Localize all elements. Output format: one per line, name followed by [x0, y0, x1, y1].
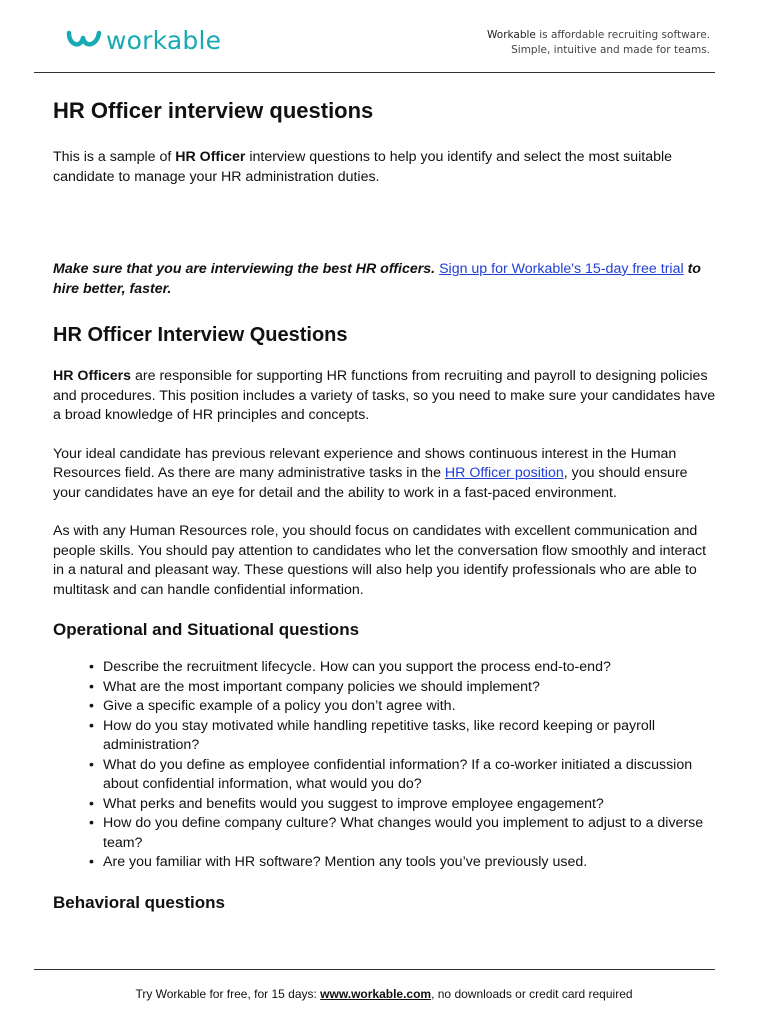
- role-text: are responsible for supporting HR functions from recruiting and payroll to designing policies and procedures. This position includes a variety of tasks, so you need to make sure your candidates have a broad knowledge of HR principles and concepts.: [53, 368, 716, 423]
- list-item: • Describe the recruitment lifecycle. How can you support the process end-to-end?: [103, 658, 718, 678]
- intro-bold: HR Officer: [175, 149, 246, 165]
- role-paragraph: [53, 367, 718, 426]
- intro-text-before: This is a sample of: [53, 149, 176, 165]
- footer-text-after: , no downloads or credit card required: [431, 987, 633, 1001]
- role-bold: HR Officers: [53, 368, 132, 384]
- tagline-brand: Workable: [487, 29, 536, 41]
- cta-paragraph: [53, 260, 718, 299]
- operational-question-list: [53, 658, 718, 873]
- intro-paragraph: [53, 148, 718, 187]
- list-item: • Are you familiar with HR software? Mention any tools you’ve previously used.: [103, 853, 718, 873]
- candidate-paragraph: [53, 445, 718, 504]
- page-footer: [0, 986, 768, 1002]
- footer-divider: [34, 969, 715, 970]
- candidate-text-after: , you should ensure your candidates have an eye for detail and the ability to work in a fast-paced environment.: [53, 465, 688, 501]
- tagline-line-1: [487, 28, 710, 43]
- document-body: [53, 96, 718, 915]
- list-item: • How do you stay motivated while handling repetitive tasks, like record keeping or payroll administration?: [103, 717, 718, 756]
- intro-text-after: interview questions to help you identify and select the most suitable candidate to manage your HR administration duties.: [53, 149, 673, 185]
- workable-site-link[interactable]: www.workable.com: [320, 987, 432, 1001]
- list-item: • How do you define company culture? What changes would you implement to adjust to a diverse team?: [103, 814, 718, 853]
- header-divider: [34, 72, 715, 73]
- tagline-line-2: Simple, intuitive and made for teams.: [511, 44, 710, 56]
- list-item: • What perks and benefits would you suggest to improve employee engagement?: [103, 795, 718, 815]
- page-header: [0, 0, 768, 74]
- list-item: • What are the most important company policies we should implement?: [103, 678, 718, 698]
- tagline-line-1-text: is affordable recruiting software.: [535, 29, 710, 41]
- cta-lead: Make sure that you are interviewing the best HR officers.: [53, 261, 436, 277]
- workable-logo-icon: [66, 30, 102, 52]
- footer-text-before: Try Workable for free, for 15 days:: [135, 987, 321, 1001]
- list-item: • Give a specific example of a policy you don’t agree with.: [103, 697, 718, 717]
- list-item: • What do you define as employee confidential information? If a co-worker initiated a discussion about confidential information, what would you do?: [103, 756, 718, 795]
- section-heading: HR Officer Interview Questions: [53, 324, 348, 346]
- free-trial-link[interactable]: Sign up for Workable's 15-day free trial: [439, 261, 684, 277]
- workable-logo[interactable]: [66, 28, 221, 53]
- cta-tail: to hire better, faster.: [53, 261, 701, 297]
- hr-officer-position-link[interactable]: HR Officer position: [444, 465, 564, 481]
- logo-wordmark: workable: [106, 26, 222, 55]
- skills-paragraph: As with any Human Resources role, you should focus on candidates with excellent communication and people skills. You should pay attention to candidates who let the conversation flow smoothly and interact in a natural and pleasant way. These questions will also help you identify professionals who are able to multitask and can handle confidential information.: [53, 523, 707, 598]
- page-title: HR Officer interview questions: [53, 98, 374, 123]
- behavioral-heading: Behavioral questions: [53, 892, 225, 912]
- header-tagline: [487, 28, 710, 58]
- operational-heading: Operational and Situational questions: [53, 620, 360, 639]
- candidate-text-before: Your ideal candidate has previous relevant experience and shows continuous interest in the Human Resources field. As there are many administrative tasks in the: [53, 445, 677, 481]
